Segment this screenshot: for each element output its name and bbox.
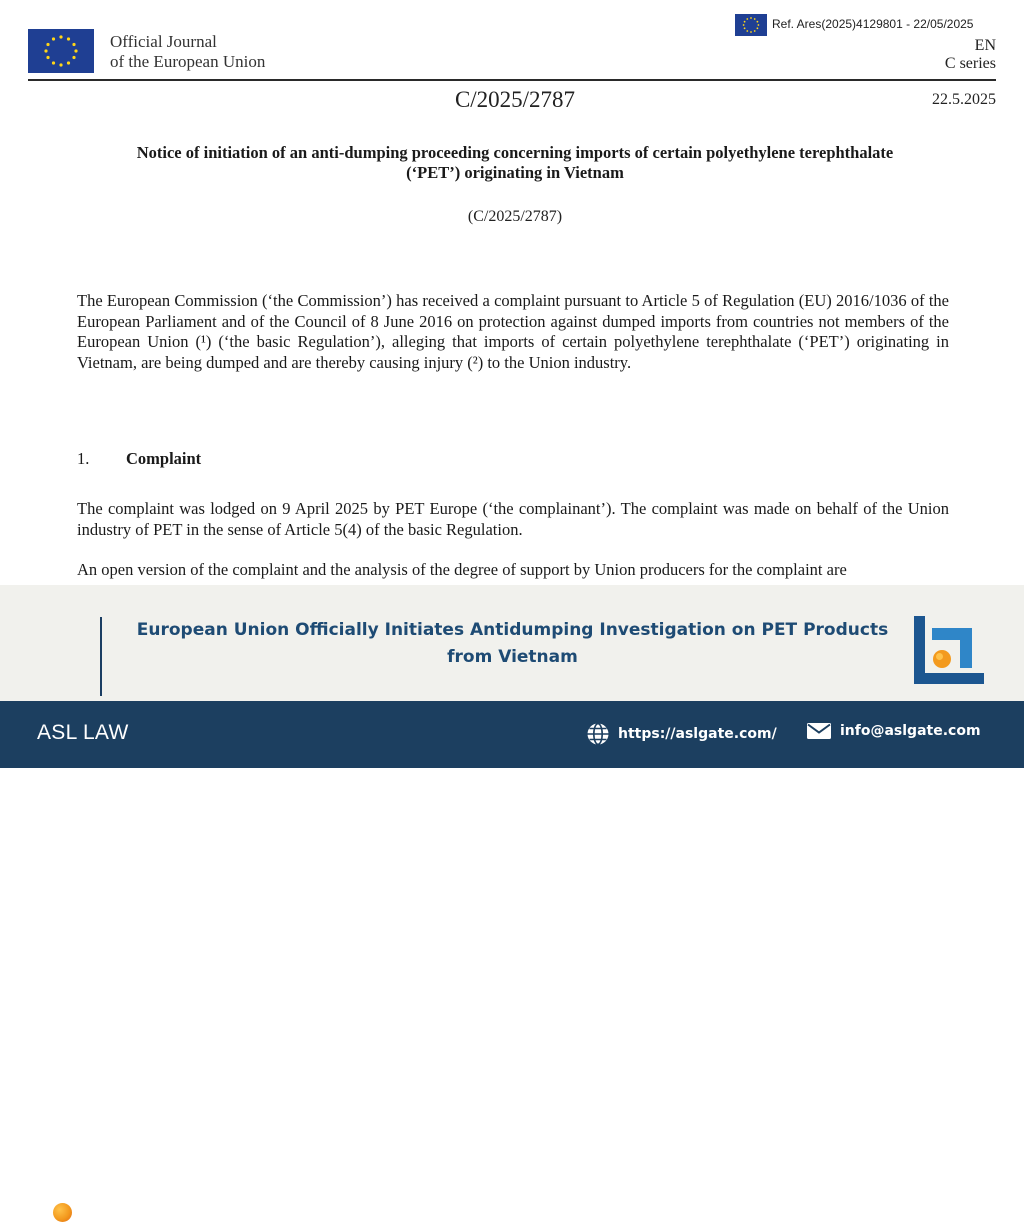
orange-dot-icon — [53, 1203, 72, 1222]
brand-name: ASL LAW — [37, 721, 129, 744]
intro-paragraph: The European Commission (‘the Commission’) has received a complaint pursuant to Article 5 of Regulation (EU) 2016/1036 of the European Parliament and of the Council of 8 June 2016 on protection against dumped imports from countries not members of the European Union (¹) (‘the basic Regulation’), alleging that imports of certain polyethylene terephthalate (‘PET’) originating in Vietnam, are being dumped and are thereby causing injury (²) to the Union industry. — [77, 291, 949, 372]
document-id: C/2025/2787 — [454, 87, 576, 112]
header-divider — [28, 79, 996, 81]
website-url: https://aslgate.com/ — [618, 726, 777, 742]
document-date: 22.5.2025 — [932, 91, 996, 108]
mail-icon — [806, 722, 832, 740]
eu-flag-icon — [28, 29, 94, 73]
language-code: EN — [974, 37, 996, 54]
reference-number: Ref. Ares(2025)4129801 - 22/05/2025 — [772, 17, 974, 31]
article-headline: European Union Officially Initiates Antidumping Investigation on PET Products from Vietnam — [136, 620, 889, 667]
open-version-paragraph: An open version of the complaint and the analysis of the degree of support by Union producers for the complaint are — [77, 560, 847, 579]
website-link[interactable] — [586, 722, 777, 746]
series-label: C series — [944, 55, 996, 72]
email-link[interactable] — [806, 722, 981, 740]
official-journal-document — [0, 0, 1024, 585]
eu-flag-small-icon — [735, 14, 767, 36]
notice-title: Notice of initiation of an anti-dumping proceeding concerning imports of certain polyethylene terephthalate (‘PET’) originating in Vietnam — [136, 143, 894, 182]
asl-logo-icon — [912, 614, 988, 688]
globe-icon — [586, 722, 610, 746]
section-heading — [77, 449, 201, 469]
band-divider — [100, 617, 102, 696]
journal-title-line1: Official Journal — [110, 32, 217, 51]
email-address: info@aslgate.com — [840, 723, 981, 739]
section-title: Complaint — [126, 449, 202, 468]
complaint-paragraph: The complaint was lodged on 9 April 2025 by PET Europe (‘the complainant’). The complaint was made on behalf of the Union industry of PET in the sense of Article 5(4) of the basic Regulation. — [77, 499, 949, 539]
journal-title — [110, 32, 265, 72]
journal-title-line2: of the European Union — [110, 52, 266, 71]
notice-subtitle: (C/2025/2787) — [467, 208, 563, 225]
section-number: 1. — [77, 449, 90, 468]
